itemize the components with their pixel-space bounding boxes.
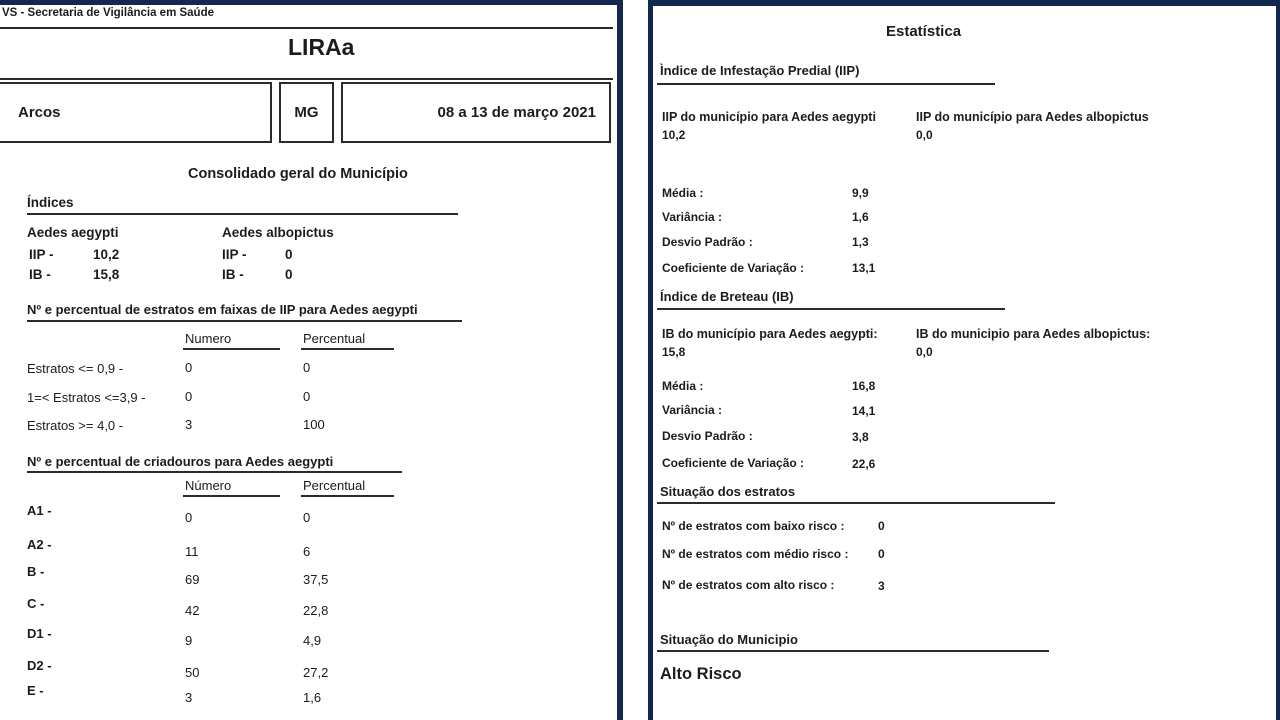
stat-label: Média :	[662, 379, 704, 393]
criadouro-percentual: 6	[303, 544, 311, 559]
municipality-name: Arcos	[18, 104, 61, 121]
stat-label: Coeficiente de Variação :	[662, 456, 805, 470]
stat-value: 16,8	[852, 379, 876, 393]
stat-label: Desvio Padrão :	[662, 429, 753, 443]
strata-risk-label: Nº de estratos com médio risco :	[662, 547, 849, 561]
criadouro-type-label: A2 -	[27, 537, 52, 552]
criadouros-col-percentual-rule	[301, 495, 394, 497]
strata-risk-label: Nº de estratos com alto risco :	[662, 578, 835, 592]
ib-section-rule	[657, 308, 1005, 310]
criadouro-percentual: 4,9	[303, 633, 322, 648]
ib-aegypti-municipality-value: 15,8	[662, 345, 686, 359]
right-page-right-border	[1276, 0, 1280, 720]
iip-aegypti-municipality-label: IIP do município para Aedes aegypti	[662, 110, 876, 124]
estratos-col-numero-rule	[183, 348, 280, 350]
ib-albopictus-municipality-label: IB do municipio para Aedes albopictus:	[916, 327, 1151, 341]
iip-aegypti-label: IIP -	[29, 247, 54, 262]
ib-albopictus-value: 0	[285, 267, 293, 282]
stat-label: Coeficiente de Variação :	[662, 261, 805, 275]
criadouros-col-percentual: Percentual	[303, 478, 366, 493]
criadouro-percentual: 22,8	[303, 603, 329, 618]
consolidated-section-title: Consolidado geral do Município	[188, 166, 408, 182]
state-box	[279, 82, 334, 143]
estratos-row-numero: 0	[185, 389, 193, 404]
estratos-row-percentual: 0	[303, 360, 311, 375]
iip-aegypti-value: 10,2	[93, 247, 120, 262]
left-page-right-border	[617, 0, 623, 720]
estratos-col-numero: Numero	[185, 331, 232, 346]
criadouros-table-heading: Nº e percentual de criadouros para Aedes aegypti	[27, 454, 334, 469]
strata-risk-value: 3	[878, 579, 885, 593]
criadouro-percentual: 1,6	[303, 690, 322, 705]
criadouro-numero: 3	[185, 690, 193, 705]
criadouro-type-label: D2 -	[27, 658, 52, 673]
stat-value: 14,1	[852, 404, 876, 418]
criadouro-numero: 0	[185, 510, 193, 525]
stat-value: 13,1	[852, 261, 876, 275]
ib-aegypti-label: IB -	[29, 267, 51, 282]
criadouro-numero: 11	[185, 544, 199, 559]
criadouro-percentual: 27,2	[303, 665, 329, 680]
estratos-row-label: Estratos <= 0,9 -	[27, 361, 124, 376]
criadouro-type-label: A1 -	[27, 503, 52, 518]
stat-label: Média :	[662, 186, 704, 200]
criadouro-percentual: 37,5	[303, 572, 329, 587]
stat-value: 22,6	[852, 457, 876, 471]
stat-label: Desvio Padrão :	[662, 235, 753, 249]
municipality-situation-heading: Situação do Municipio	[660, 632, 798, 647]
criadouro-numero: 69	[185, 572, 200, 587]
estratos-row-label: 1=< Estratos <=3,9 -	[27, 390, 146, 405]
right-page-left-border	[648, 0, 653, 720]
estratos-col-percentual-rule	[301, 348, 394, 350]
estratos-row-label: Estratos >= 4,0 -	[27, 418, 124, 433]
estratos-row-percentual: 0	[303, 389, 311, 404]
strata-risk-value: 0	[878, 519, 885, 533]
title-rule	[0, 78, 613, 80]
ib-albopictus-label: IB -	[222, 267, 244, 282]
criadouro-numero: 9	[185, 633, 193, 648]
criadouros-col-numero-rule	[183, 495, 280, 497]
iip-albopictus-label: IIP -	[222, 247, 247, 262]
strata-situation-heading: Situação dos estratos	[660, 484, 796, 499]
state-abbreviation: MG	[294, 104, 319, 121]
criadouros-col-numero: Número	[185, 478, 232, 493]
criadouro-percentual: 0	[303, 510, 311, 525]
period-box	[341, 82, 611, 143]
risk-classification-value: Alto Risco	[660, 665, 742, 683]
iip-section-heading: Ìndice de Infestação Predial (IIP)	[660, 63, 860, 78]
ib-aegypti-value: 15,8	[93, 267, 120, 282]
strata-risk-label: Nº de estratos com baixo risco :	[662, 519, 845, 533]
indices-heading: Índices	[27, 195, 74, 210]
criadouro-type-label: B -	[27, 564, 45, 579]
estratos-row-numero: 0	[185, 360, 193, 375]
stat-label: Variância :	[662, 403, 723, 417]
criadouro-type-label: E -	[27, 683, 44, 698]
iip-aegypti-municipality-value: 10,2	[662, 128, 686, 142]
criadouro-type-label: C -	[27, 596, 45, 611]
strata-risk-value: 0	[878, 547, 885, 561]
report-title: LIRAa	[288, 34, 355, 60]
species-albopictus-label: Aedes albopictus	[222, 225, 334, 240]
iip-albopictus-value: 0	[285, 247, 293, 262]
indices-rule	[27, 213, 458, 215]
municipality-situation-rule	[657, 650, 1049, 652]
stat-label: Variância :	[662, 210, 723, 224]
iip-albopictus-municipality-value: 0,0	[916, 128, 933, 142]
iip-albopictus-municipality-label: IIP do município para Aedes albopictus	[916, 110, 1149, 124]
survey-period: 08 a 13 de março 2021	[437, 104, 596, 121]
strata-situation-rule	[657, 502, 1055, 504]
estratos-row-percentual: 100	[303, 417, 325, 432]
estratos-row-numero: 3	[185, 417, 193, 432]
statistics-title: Estatística	[886, 23, 962, 40]
criadouros-heading-rule	[27, 471, 402, 473]
stat-value: 3,8	[852, 430, 869, 444]
right-page-top-border	[648, 0, 1280, 6]
criadouro-numero: 50	[185, 665, 200, 680]
estratos-heading-rule	[27, 320, 462, 322]
municipality-box	[0, 82, 272, 143]
iip-section-rule	[657, 83, 995, 85]
criadouro-type-label: D1 -	[27, 626, 52, 641]
stat-value: 1,3	[852, 235, 869, 249]
species-aegypti-label: Aedes aegypti	[27, 225, 119, 240]
estratos-table-heading: Nº e percentual de estratos em faixas de IIP para Aedes aegypti	[27, 302, 418, 317]
ib-aegypti-municipality-label: IB do município para Aedes aegypti:	[662, 327, 878, 341]
estratos-col-percentual: Percentual	[303, 331, 366, 346]
ib-section-heading: Índice de Breteau (IB)	[660, 289, 794, 304]
criadouro-numero: 42	[185, 603, 200, 618]
left-page-top-border	[0, 0, 623, 5]
stat-value: 9,9	[852, 186, 869, 200]
header-rule	[0, 27, 613, 29]
stat-value: 1,6	[852, 210, 869, 224]
ib-albopictus-municipality-value: 0,0	[916, 345, 933, 359]
page-header: VS - Secretaria de Vigilância em Saúde	[2, 7, 214, 19]
